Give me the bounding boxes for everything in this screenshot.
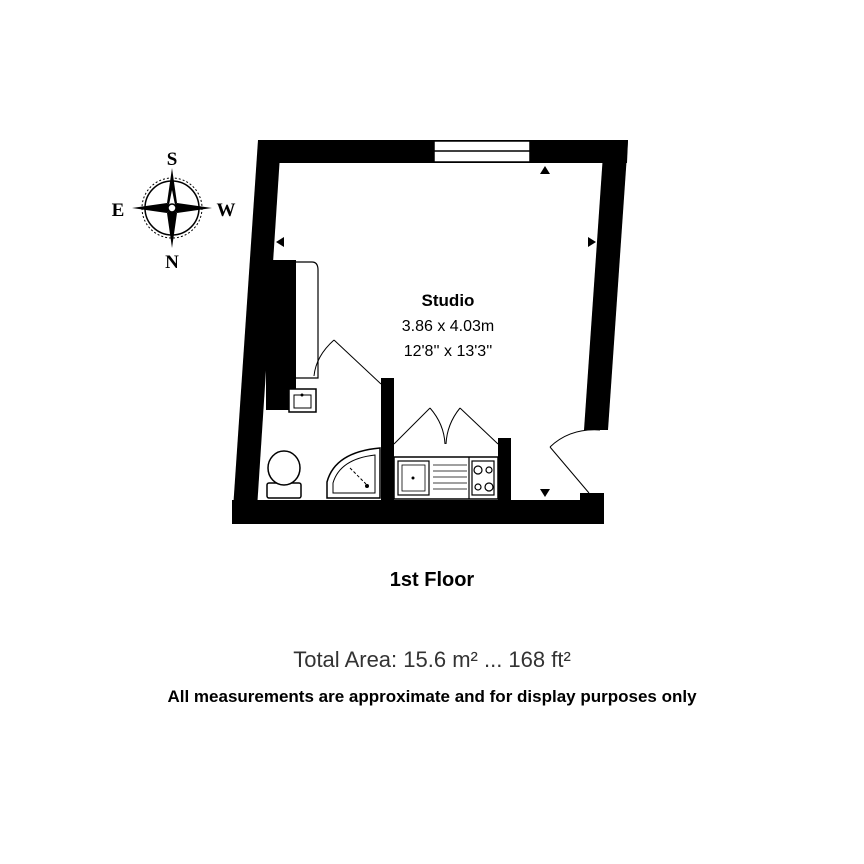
kitchen-doors: [394, 408, 498, 444]
compass-south-label: S: [166, 149, 178, 170]
entrance-door: [550, 430, 600, 493]
compass-rose-icon: [112, 149, 236, 273]
compass-north-label: N: [165, 252, 179, 273]
bathroom-door: [314, 340, 381, 384]
room-dimensions-imperial: 12'8'' x 13'3'': [403, 343, 493, 360]
floor-label: 1st Floor: [389, 569, 475, 591]
compass-east-label: E: [111, 200, 125, 221]
toilet-icon: [267, 451, 301, 498]
total-area: Total Area: 15.6 m² ... 168 ft²: [293, 647, 571, 672]
room-dimensions-metric: 3.86 x 4.03m: [401, 318, 495, 335]
room-name: Studio: [421, 291, 475, 310]
shower-icon: [327, 448, 380, 498]
disclaimer: All measurements are approximate and for display purposes only: [167, 687, 697, 706]
kitchen-sink-icon: [394, 457, 498, 499]
basin-icon: [289, 389, 316, 412]
window: [434, 141, 530, 162]
compass-west-label: W: [216, 200, 236, 221]
bath-icon: [296, 262, 318, 378]
